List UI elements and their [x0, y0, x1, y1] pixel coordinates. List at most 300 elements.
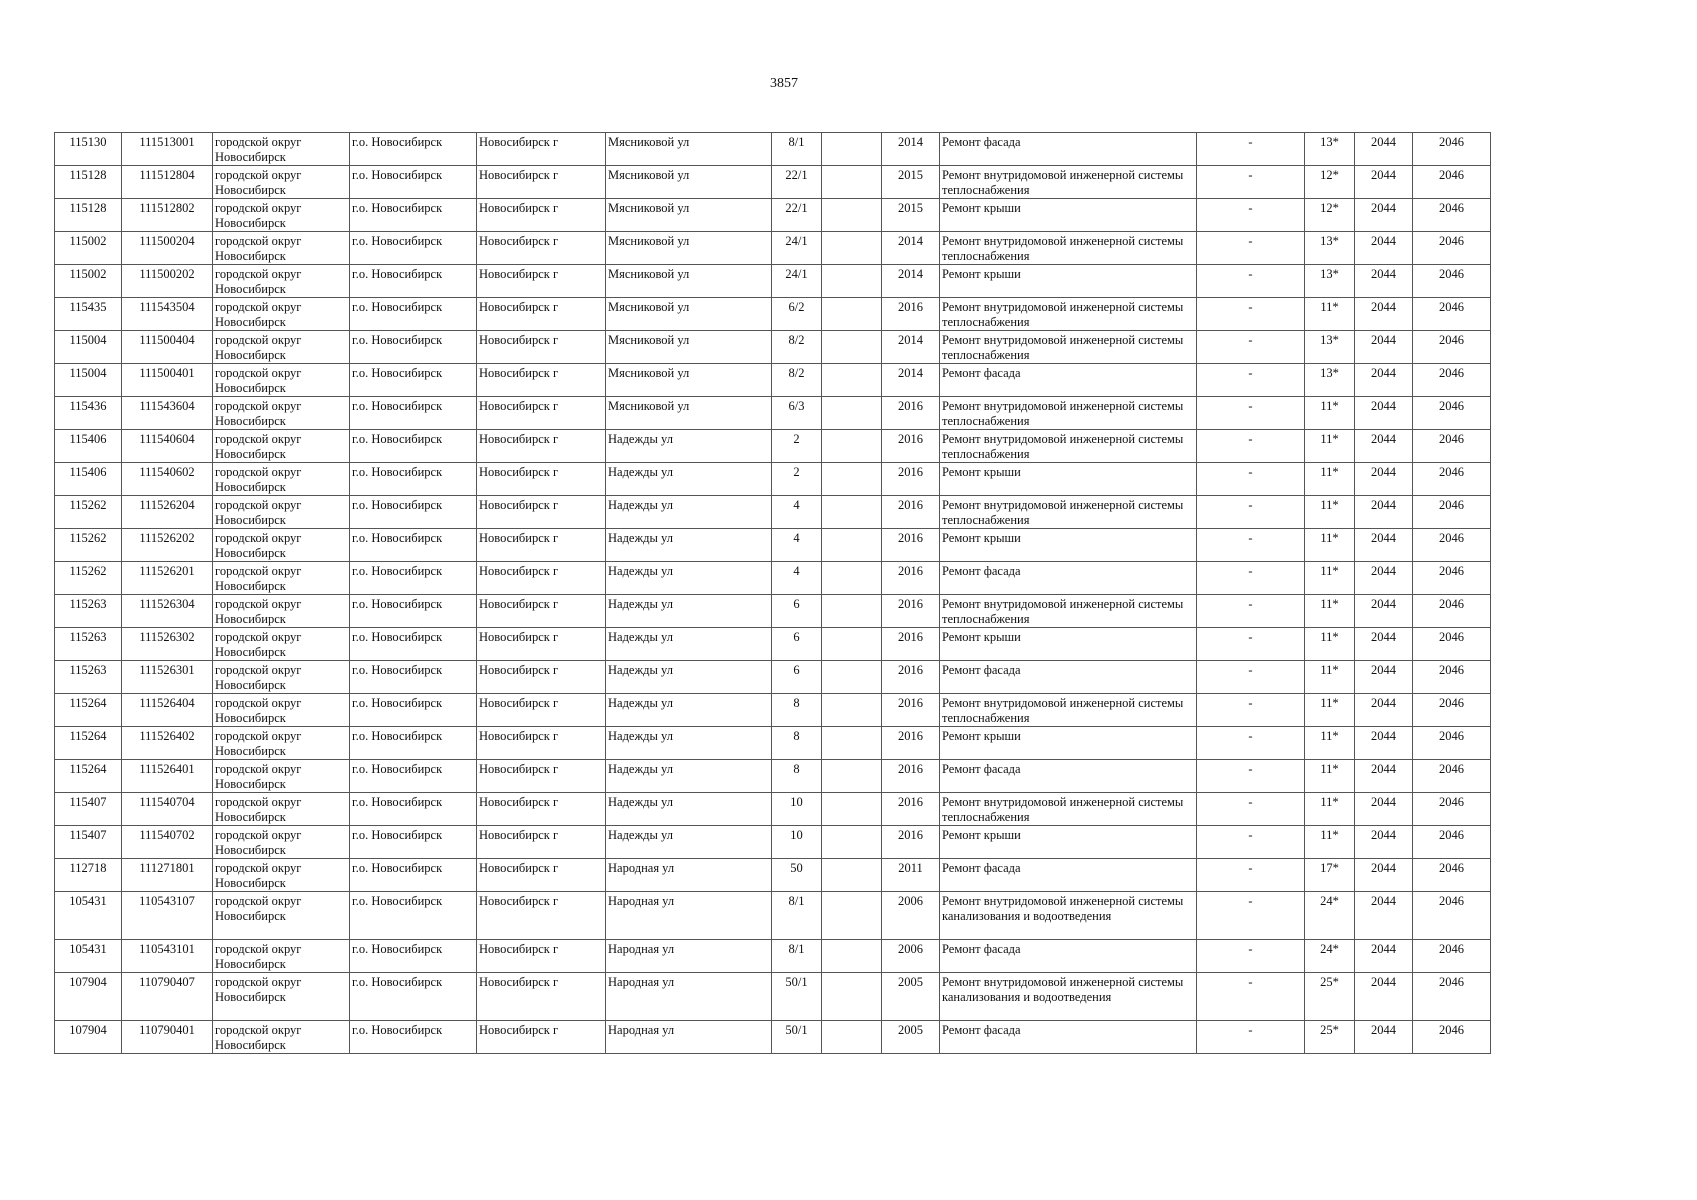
cell-work-type: Ремонт внутридомовой инженерной системы теплоснабжения — [940, 298, 1197, 331]
cell-municipality: городской округ Новосибирск — [213, 793, 350, 826]
cell-street: Народная ул — [606, 892, 772, 940]
cell-dash: - — [1197, 166, 1305, 199]
cell-work-id: 111526401 — [122, 760, 213, 793]
table-row — [55, 397, 1491, 430]
cell-term: 12* — [1305, 199, 1355, 232]
cell-dash: - — [1197, 727, 1305, 760]
cell-street: Народная ул — [606, 940, 772, 973]
cell-object-id: 107904 — [55, 973, 122, 1021]
table-row — [55, 661, 1491, 694]
cell-settlement-district: г.о. Новосибирск — [350, 892, 477, 940]
cell-dash: - — [1197, 430, 1305, 463]
cell-house-number: 24/1 — [772, 232, 822, 265]
cell-term: 11* — [1305, 397, 1355, 430]
table-row — [55, 364, 1491, 397]
cell-plan-year-end: 2046 — [1413, 694, 1491, 727]
cell-municipality: городской округ Новосибирск — [213, 496, 350, 529]
cell-building — [822, 298, 882, 331]
cell-plan-year-start: 2044 — [1355, 859, 1413, 892]
cell-settlement-district: г.о. Новосибирск — [350, 232, 477, 265]
cell-plan-year-end: 2046 — [1413, 364, 1491, 397]
cell-object-id: 115407 — [55, 826, 122, 859]
cell-plan-year-start: 2044 — [1355, 940, 1413, 973]
cell-city: Новосибирск г — [477, 694, 606, 727]
cell-year-built: 2014 — [882, 265, 940, 298]
cell-municipality: городской округ Новосибирск — [213, 694, 350, 727]
cell-object-id: 115262 — [55, 496, 122, 529]
cell-building — [822, 397, 882, 430]
cell-plan-year-end: 2046 — [1413, 595, 1491, 628]
cell-building — [822, 364, 882, 397]
cell-plan-year-start: 2044 — [1355, 595, 1413, 628]
cell-building — [822, 727, 882, 760]
cell-term: 13* — [1305, 133, 1355, 166]
cell-house-number: 4 — [772, 496, 822, 529]
cell-building — [822, 232, 882, 265]
cell-settlement-district: г.о. Новосибирск — [350, 529, 477, 562]
cell-work-type: Ремонт крыши — [940, 265, 1197, 298]
table-row — [55, 199, 1491, 232]
table-row — [55, 331, 1491, 364]
cell-plan-year-end: 2046 — [1413, 397, 1491, 430]
page-number: 3857 — [770, 76, 798, 91]
cell-work-type: Ремонт крыши — [940, 826, 1197, 859]
cell-building — [822, 463, 882, 496]
cell-building — [822, 529, 882, 562]
cell-city: Новосибирск г — [477, 562, 606, 595]
cell-plan-year-start: 2044 — [1355, 529, 1413, 562]
cell-work-id: 111526301 — [122, 661, 213, 694]
cell-object-id: 115002 — [55, 232, 122, 265]
cell-settlement-district: г.о. Новосибирск — [350, 364, 477, 397]
cell-municipality: городской округ Новосибирск — [213, 892, 350, 940]
cell-object-id: 105431 — [55, 940, 122, 973]
cell-plan-year-end: 2046 — [1413, 199, 1491, 232]
table-row — [55, 628, 1491, 661]
cell-work-type: Ремонт внутридомовой инженерной системы канализования и водоотведения — [940, 973, 1197, 1021]
cell-work-type: Ремонт крыши — [940, 199, 1197, 232]
cell-plan-year-end: 2046 — [1413, 133, 1491, 166]
cell-term: 13* — [1305, 331, 1355, 364]
table-row — [55, 430, 1491, 463]
cell-work-type: Ремонт фасада — [940, 364, 1197, 397]
cell-plan-year-end: 2046 — [1413, 562, 1491, 595]
cell-settlement-district: г.о. Новосибирск — [350, 595, 477, 628]
cell-plan-year-start: 2044 — [1355, 331, 1413, 364]
cell-municipality: городской округ Новосибирск — [213, 133, 350, 166]
cell-object-id: 115407 — [55, 793, 122, 826]
cell-settlement-district: г.о. Новосибирск — [350, 826, 477, 859]
cell-term: 11* — [1305, 529, 1355, 562]
cell-street: Мясниковой ул — [606, 232, 772, 265]
cell-settlement-district: г.о. Новосибирск — [350, 1021, 477, 1054]
cell-settlement-district: г.о. Новосибирск — [350, 859, 477, 892]
cell-plan-year-start: 2044 — [1355, 892, 1413, 940]
cell-work-type: Ремонт внутридомовой инженерной системы канализования и водоотведения — [940, 892, 1197, 940]
capital-repair-table — [54, 132, 1491, 1054]
cell-work-id: 111526304 — [122, 595, 213, 628]
table-row — [55, 595, 1491, 628]
table-row — [55, 133, 1491, 166]
cell-municipality: городской округ Новосибирск — [213, 1021, 350, 1054]
table-row — [55, 892, 1491, 940]
cell-work-id: 111526404 — [122, 694, 213, 727]
cell-year-built: 2016 — [882, 661, 940, 694]
cell-municipality: городской округ Новосибирск — [213, 397, 350, 430]
cell-municipality: городской округ Новосибирск — [213, 364, 350, 397]
cell-dash: - — [1197, 199, 1305, 232]
cell-object-id: 115262 — [55, 529, 122, 562]
cell-street: Народная ул — [606, 973, 772, 1021]
cell-year-built: 2016 — [882, 793, 940, 826]
cell-object-id: 115435 — [55, 298, 122, 331]
cell-work-id: 111526201 — [122, 562, 213, 595]
table-row — [55, 727, 1491, 760]
cell-building — [822, 940, 882, 973]
cell-dash: - — [1197, 529, 1305, 562]
cell-plan-year-end: 2046 — [1413, 265, 1491, 298]
table-row — [55, 793, 1491, 826]
cell-work-id: 111540602 — [122, 463, 213, 496]
cell-work-id: 111526402 — [122, 727, 213, 760]
cell-dash: - — [1197, 232, 1305, 265]
cell-municipality: городской округ Новосибирск — [213, 265, 350, 298]
cell-building — [822, 199, 882, 232]
cell-term: 13* — [1305, 232, 1355, 265]
cell-plan-year-start: 2044 — [1355, 973, 1413, 1021]
cell-object-id: 107904 — [55, 1021, 122, 1054]
cell-city: Новосибирск г — [477, 265, 606, 298]
cell-plan-year-start: 2044 — [1355, 760, 1413, 793]
cell-settlement-district: г.о. Новосибирск — [350, 793, 477, 826]
cell-work-type: Ремонт фасада — [940, 661, 1197, 694]
cell-year-built: 2016 — [882, 595, 940, 628]
cell-work-id: 111540604 — [122, 430, 213, 463]
cell-city: Новосибирск г — [477, 628, 606, 661]
cell-plan-year-end: 2046 — [1413, 232, 1491, 265]
cell-city: Новосибирск г — [477, 496, 606, 529]
cell-term: 11* — [1305, 793, 1355, 826]
cell-municipality: городской округ Новосибирск — [213, 628, 350, 661]
cell-object-id: 115264 — [55, 694, 122, 727]
cell-work-type: Ремонт крыши — [940, 727, 1197, 760]
cell-house-number: 8/1 — [772, 940, 822, 973]
table-row — [55, 298, 1491, 331]
cell-building — [822, 661, 882, 694]
cell-dash: - — [1197, 892, 1305, 940]
cell-city: Новосибирск г — [477, 973, 606, 1021]
cell-dash: - — [1197, 562, 1305, 595]
cell-plan-year-end: 2046 — [1413, 628, 1491, 661]
cell-settlement-district: г.о. Новосибирск — [350, 430, 477, 463]
cell-work-id: 111543604 — [122, 397, 213, 430]
cell-plan-year-end: 2046 — [1413, 973, 1491, 1021]
cell-city: Новосибирск г — [477, 892, 606, 940]
cell-city: Новосибирск г — [477, 1021, 606, 1054]
cell-year-built: 2015 — [882, 166, 940, 199]
table-row — [55, 529, 1491, 562]
cell-dash: - — [1197, 463, 1305, 496]
cell-street: Надежды ул — [606, 496, 772, 529]
cell-plan-year-end: 2046 — [1413, 940, 1491, 973]
cell-term: 11* — [1305, 496, 1355, 529]
cell-dash: - — [1197, 826, 1305, 859]
cell-term: 25* — [1305, 973, 1355, 1021]
cell-house-number: 6 — [772, 628, 822, 661]
cell-work-type: Ремонт внутридомовой инженерной системы теплоснабжения — [940, 430, 1197, 463]
cell-municipality: городской округ Новосибирск — [213, 463, 350, 496]
cell-work-id: 110790407 — [122, 973, 213, 1021]
cell-dash: - — [1197, 397, 1305, 430]
cell-settlement-district: г.о. Новосибирск — [350, 760, 477, 793]
cell-work-id: 111526204 — [122, 496, 213, 529]
cell-city: Новосибирск г — [477, 661, 606, 694]
cell-street: Надежды ул — [606, 562, 772, 595]
cell-municipality: городской округ Новосибирск — [213, 940, 350, 973]
cell-settlement-district: г.о. Новосибирск — [350, 694, 477, 727]
cell-work-id: 110790401 — [122, 1021, 213, 1054]
cell-plan-year-start: 2044 — [1355, 298, 1413, 331]
cell-city: Новосибирск г — [477, 826, 606, 859]
cell-settlement-district: г.о. Новосибирск — [350, 298, 477, 331]
cell-term: 11* — [1305, 463, 1355, 496]
cell-year-built: 2016 — [882, 463, 940, 496]
table-row — [55, 562, 1491, 595]
cell-object-id: 115406 — [55, 430, 122, 463]
cell-dash: - — [1197, 298, 1305, 331]
cell-object-id: 115002 — [55, 265, 122, 298]
cell-plan-year-start: 2044 — [1355, 199, 1413, 232]
cell-term: 11* — [1305, 595, 1355, 628]
cell-term: 11* — [1305, 562, 1355, 595]
cell-object-id: 115004 — [55, 364, 122, 397]
cell-city: Новосибирск г — [477, 298, 606, 331]
cell-term: 12* — [1305, 166, 1355, 199]
table-row — [55, 973, 1491, 1021]
cell-work-id: 111540702 — [122, 826, 213, 859]
cell-municipality: городской округ Новосибирск — [213, 859, 350, 892]
cell-street: Мясниковой ул — [606, 199, 772, 232]
cell-plan-year-end: 2046 — [1413, 661, 1491, 694]
table-row — [55, 859, 1491, 892]
cell-street: Мясниковой ул — [606, 133, 772, 166]
cell-work-type: Ремонт внутридомовой инженерной системы теплоснабжения — [940, 595, 1197, 628]
cell-work-id: 110543101 — [122, 940, 213, 973]
cell-city: Новосибирск г — [477, 397, 606, 430]
cell-object-id: 115263 — [55, 628, 122, 661]
cell-year-built: 2014 — [882, 232, 940, 265]
cell-year-built: 2014 — [882, 133, 940, 166]
cell-work-type: Ремонт крыши — [940, 463, 1197, 496]
cell-house-number: 10 — [772, 793, 822, 826]
cell-municipality: городской округ Новосибирск — [213, 298, 350, 331]
cell-dash: - — [1197, 940, 1305, 973]
table-row — [55, 694, 1491, 727]
cell-municipality: городской округ Новосибирск — [213, 562, 350, 595]
cell-municipality: городской округ Новосибирск — [213, 760, 350, 793]
table-row — [55, 760, 1491, 793]
cell-work-type: Ремонт крыши — [940, 529, 1197, 562]
cell-street: Надежды ул — [606, 463, 772, 496]
cell-plan-year-end: 2046 — [1413, 496, 1491, 529]
cell-dash: - — [1197, 496, 1305, 529]
cell-plan-year-start: 2044 — [1355, 265, 1413, 298]
cell-municipality: городской округ Новосибирск — [213, 232, 350, 265]
cell-city: Новосибирск г — [477, 364, 606, 397]
cell-building — [822, 694, 882, 727]
cell-year-built: 2016 — [882, 562, 940, 595]
cell-building — [822, 430, 882, 463]
cell-dash: - — [1197, 859, 1305, 892]
cell-street: Надежды ул — [606, 826, 772, 859]
cell-plan-year-start: 2044 — [1355, 397, 1413, 430]
cell-year-built: 2016 — [882, 496, 940, 529]
cell-term: 11* — [1305, 298, 1355, 331]
cell-street: Надежды ул — [606, 694, 772, 727]
table-body — [55, 133, 1491, 1054]
cell-plan-year-end: 2046 — [1413, 793, 1491, 826]
cell-object-id: 115004 — [55, 331, 122, 364]
cell-term: 13* — [1305, 265, 1355, 298]
cell-work-type: Ремонт внутридомовой инженерной системы теплоснабжения — [940, 694, 1197, 727]
cell-street: Надежды ул — [606, 430, 772, 463]
cell-work-type: Ремонт крыши — [940, 628, 1197, 661]
cell-dash: - — [1197, 331, 1305, 364]
cell-house-number: 50/1 — [772, 973, 822, 1021]
cell-municipality: городской округ Новосибирск — [213, 529, 350, 562]
cell-object-id: 115262 — [55, 562, 122, 595]
cell-building — [822, 826, 882, 859]
cell-plan-year-end: 2046 — [1413, 1021, 1491, 1054]
cell-house-number: 24/1 — [772, 265, 822, 298]
cell-plan-year-start: 2044 — [1355, 430, 1413, 463]
cell-year-built: 2016 — [882, 727, 940, 760]
cell-object-id: 115263 — [55, 595, 122, 628]
cell-street: Мясниковой ул — [606, 265, 772, 298]
cell-object-id: 115264 — [55, 727, 122, 760]
cell-work-type: Ремонт фасада — [940, 562, 1197, 595]
cell-work-type: Ремонт фасада — [940, 1021, 1197, 1054]
cell-municipality: городской округ Новосибирск — [213, 430, 350, 463]
cell-house-number: 22/1 — [772, 199, 822, 232]
cell-plan-year-start: 2044 — [1355, 463, 1413, 496]
cell-term: 17* — [1305, 859, 1355, 892]
cell-building — [822, 1021, 882, 1054]
cell-house-number: 50/1 — [772, 1021, 822, 1054]
cell-settlement-district: г.о. Новосибирск — [350, 199, 477, 232]
cell-year-built: 2005 — [882, 973, 940, 1021]
cell-house-number: 4 — [772, 529, 822, 562]
cell-city: Новосибирск г — [477, 940, 606, 973]
table-row — [55, 940, 1491, 973]
cell-object-id: 115130 — [55, 133, 122, 166]
cell-year-built: 2005 — [882, 1021, 940, 1054]
cell-settlement-district: г.о. Новосибирск — [350, 661, 477, 694]
cell-building — [822, 760, 882, 793]
cell-house-number: 6/3 — [772, 397, 822, 430]
cell-work-type: Ремонт фасада — [940, 940, 1197, 973]
cell-work-id: 111500204 — [122, 232, 213, 265]
cell-year-built: 2015 — [882, 199, 940, 232]
cell-term: 11* — [1305, 760, 1355, 793]
cell-street: Мясниковой ул — [606, 397, 772, 430]
cell-plan-year-start: 2044 — [1355, 133, 1413, 166]
cell-term: 24* — [1305, 892, 1355, 940]
cell-street: Надежды ул — [606, 793, 772, 826]
cell-work-type: Ремонт внутридомовой инженерной системы теплоснабжения — [940, 232, 1197, 265]
cell-year-built: 2016 — [882, 826, 940, 859]
cell-house-number: 8 — [772, 694, 822, 727]
cell-term: 11* — [1305, 430, 1355, 463]
cell-object-id: 112718 — [55, 859, 122, 892]
cell-house-number: 8 — [772, 760, 822, 793]
cell-city: Новосибирск г — [477, 331, 606, 364]
cell-plan-year-start: 2044 — [1355, 694, 1413, 727]
cell-year-built: 2016 — [882, 760, 940, 793]
cell-plan-year-end: 2046 — [1413, 463, 1491, 496]
cell-street: Мясниковой ул — [606, 298, 772, 331]
cell-city: Новосибирск г — [477, 793, 606, 826]
cell-settlement-district: г.о. Новосибирск — [350, 940, 477, 973]
cell-object-id: 115264 — [55, 760, 122, 793]
cell-work-id: 111500404 — [122, 331, 213, 364]
cell-term: 24* — [1305, 940, 1355, 973]
cell-building — [822, 265, 882, 298]
cell-building — [822, 331, 882, 364]
cell-year-built: 2006 — [882, 940, 940, 973]
cell-dash: - — [1197, 661, 1305, 694]
cell-work-type: Ремонт внутридомовой инженерной системы теплоснабжения — [940, 166, 1197, 199]
cell-municipality: городской округ Новосибирск — [213, 727, 350, 760]
cell-city: Новосибирск г — [477, 463, 606, 496]
cell-year-built: 2016 — [882, 628, 940, 661]
cell-work-id: 111540704 — [122, 793, 213, 826]
cell-object-id: 115436 — [55, 397, 122, 430]
cell-object-id: 115263 — [55, 661, 122, 694]
cell-building — [822, 892, 882, 940]
cell-plan-year-start: 2044 — [1355, 166, 1413, 199]
cell-year-built: 2016 — [882, 430, 940, 463]
cell-term: 11* — [1305, 694, 1355, 727]
cell-plan-year-end: 2046 — [1413, 760, 1491, 793]
cell-house-number: 6 — [772, 661, 822, 694]
cell-object-id: 105431 — [55, 892, 122, 940]
cell-plan-year-end: 2046 — [1413, 298, 1491, 331]
cell-plan-year-start: 2044 — [1355, 364, 1413, 397]
cell-plan-year-start: 2044 — [1355, 793, 1413, 826]
cell-settlement-district: г.о. Новосибирск — [350, 496, 477, 529]
cell-street: Надежды ул — [606, 760, 772, 793]
cell-term: 25* — [1305, 1021, 1355, 1054]
cell-building — [822, 496, 882, 529]
cell-term: 11* — [1305, 727, 1355, 760]
cell-work-id: 111500202 — [122, 265, 213, 298]
cell-city: Новосибирск г — [477, 529, 606, 562]
cell-object-id: 115128 — [55, 166, 122, 199]
cell-settlement-district: г.о. Новосибирск — [350, 463, 477, 496]
cell-year-built: 2014 — [882, 331, 940, 364]
cell-year-built: 2016 — [882, 298, 940, 331]
cell-work-type: Ремонт внутридомовой инженерной системы теплоснабжения — [940, 496, 1197, 529]
cell-municipality: городской округ Новосибирск — [213, 166, 350, 199]
cell-street: Надежды ул — [606, 595, 772, 628]
cell-city: Новосибирск г — [477, 199, 606, 232]
cell-plan-year-start: 2044 — [1355, 661, 1413, 694]
table-row — [55, 463, 1491, 496]
cell-street: Народная ул — [606, 1021, 772, 1054]
cell-settlement-district: г.о. Новосибирск — [350, 166, 477, 199]
cell-settlement-district: г.о. Новосибирск — [350, 562, 477, 595]
